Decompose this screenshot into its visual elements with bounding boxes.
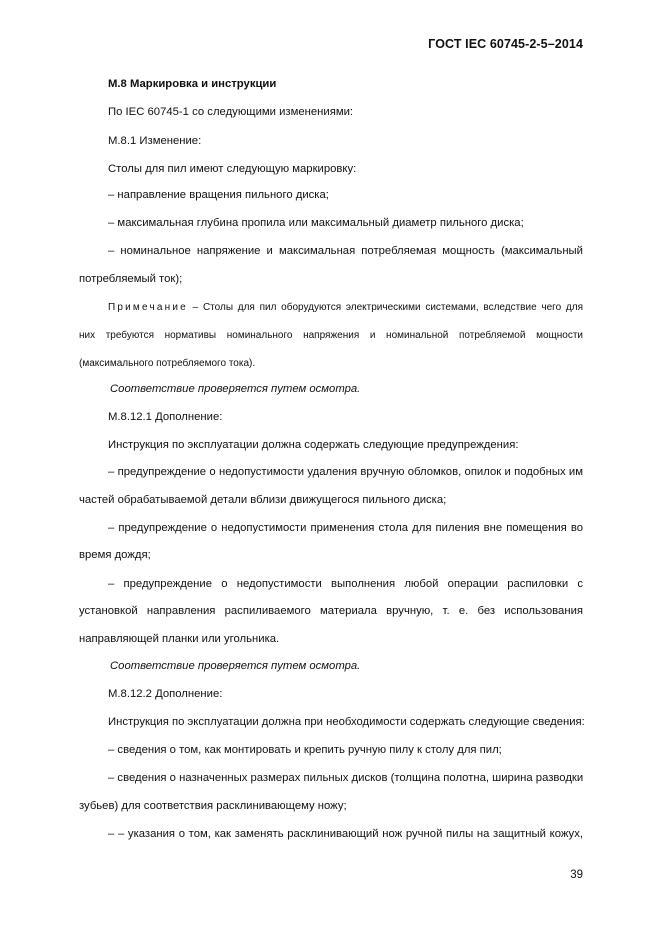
- compliance-line: Соответствие проверяется путем осмотра.: [110, 383, 361, 395]
- text-line: М.8.1 Изменение:: [108, 135, 202, 147]
- compliance-line: Соответствие проверяется путем осмотра.: [110, 660, 361, 672]
- note-label: Примечание: [108, 302, 188, 313]
- list-item: – номинальное напряжение и максимальная потребляемая мощность (максимальный: [108, 245, 583, 257]
- note-line: [108, 301, 583, 315]
- note-line: них требуются нормативы номинального напряжения и номинальной потребляемой мощности: [79, 330, 583, 341]
- list-item: – максимальная глубина пропила или максимальный диаметр пильного диска;: [108, 217, 524, 229]
- list-item: – сведения о том, как монтировать и крепить ручную пилу к столу для пил;: [108, 744, 502, 756]
- text-line: зубьев) для соответствия расклинивающему ножу;: [79, 800, 347, 812]
- text-line: Инструкция по эксплуатации должна при необходимости содержать следующие сведения:: [108, 716, 585, 728]
- text-line: Инструкция по эксплуатации должна содержать следующие предупреждения:: [108, 439, 519, 451]
- list-item: – – указания о том, как заменять расклинивающий нож ручной пилы на защитный кожух,: [108, 828, 583, 840]
- text-line: По IEC 60745-1 со следующими изменениями:: [108, 106, 354, 118]
- text-line: потребляемый ток);: [79, 273, 183, 285]
- list-item: – сведения о назначенных размерах пильных дисков (толщина полотна, ширина разводки: [108, 772, 584, 784]
- list-item: – предупреждение о недопустимости удаления вручную обломков, опилок и подобных им: [108, 466, 583, 478]
- text-line: М.8.12.1 Дополнение:: [108, 411, 223, 423]
- text-line: частей обрабатываемой детали вблизи движущегося пильного диска;: [79, 494, 447, 506]
- text-line: М.8.12.2 Дополнение:: [108, 688, 223, 700]
- list-item: – предупреждение о недопустимости применения стола для пиления вне помещения во: [108, 522, 583, 534]
- list-item: – направление вращения пильного диска;: [108, 189, 329, 201]
- page-number: 39: [570, 869, 583, 881]
- note-line: (максимального потребляемого тока).: [79, 358, 256, 369]
- text-line: Столы для пил имеют следующую маркировку:: [108, 163, 357, 175]
- document-code-header: ГОСТ IEC 60745-2-5–2014: [428, 37, 583, 51]
- text-line: установкой направления распиливаемого материала вручную, т. е. без использования: [79, 605, 583, 617]
- note-text: – Столы для пил оборудуются электрическими системами, вследствие чего для: [187, 302, 583, 313]
- section-title: М.8 Маркировка и инструкции: [108, 78, 277, 90]
- text-line: направляющей планки или угольника.: [79, 633, 280, 645]
- text-line: время дождя;: [79, 549, 151, 561]
- list-item: – предупреждение о недопустимости выполнения любой операции распиловки с: [108, 578, 583, 590]
